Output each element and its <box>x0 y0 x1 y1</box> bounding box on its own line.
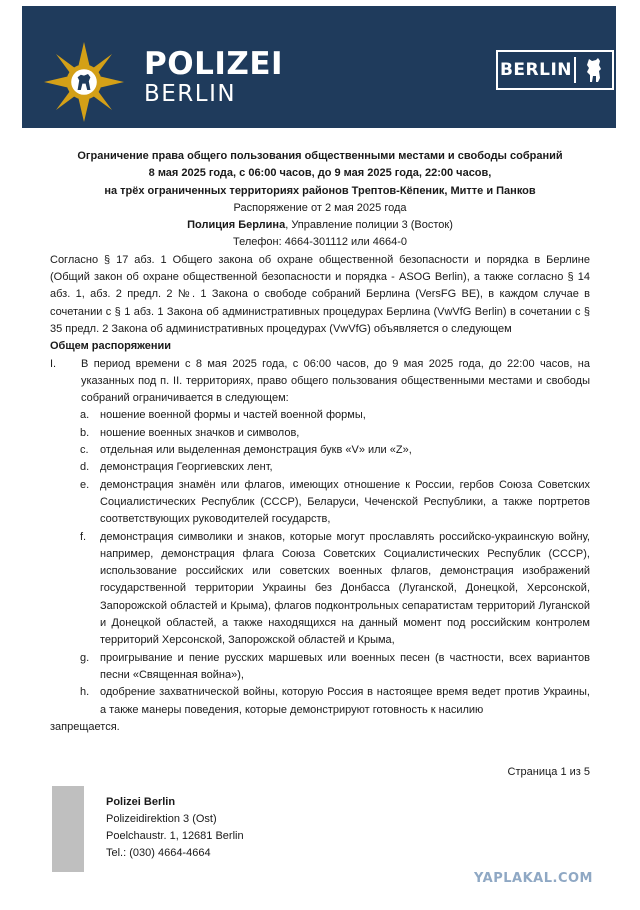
list-item <box>80 407 590 424</box>
decree-document <box>50 148 590 736</box>
item-text: демонстрация Георгиевских лент, <box>100 461 273 474</box>
brand-line-berlin: BERLIN <box>144 81 237 107</box>
item-letter: g. <box>80 651 90 664</box>
footer-name: Polizei Berlin <box>106 796 176 808</box>
footer-address: Poelchaustr. 1, 12681 Berlin <box>106 830 244 842</box>
brand-line-polizei: POLIZEI <box>144 46 284 82</box>
page-number: Страница 1 из 5 <box>507 766 590 778</box>
item-text: демонстрация знамён или флагов, имеющих отношение к России, гербов Союза Советских Социалистических Республик (СССР), Беларуси, Чеченской Республики, а также портретов соответствующих руководителей государств, <box>100 478 590 526</box>
berlin-city-badge <box>496 50 614 90</box>
title-line-2: 8 мая 2025 года, с 06:00 часов, до 9 мая 2025 года, 22:00 часов, <box>148 167 492 180</box>
footer-address-block <box>106 794 244 862</box>
restriction-list <box>50 407 590 718</box>
list-item <box>80 442 590 459</box>
item-letter: a. <box>80 409 90 422</box>
item-text: демонстрация символики и знаков, которые могут прославлять российско-украинскую войну, например, демонстрация флага Союза Советских Социалистических Республик (СССР), использование российских или советских военных флагов, демонстрация изображений государственной территории Украины без Донбасса (Луганской, Донецкой, Херсонской, Запорожской областей и Крыма), флагов подконтрольных сепаратистам территорий Луганской и Донецкой областей, а также находящихся на данный момент под российским контролем территорий Херсонской, Запорожской областей и Крыма, <box>100 530 590 647</box>
list-item <box>80 529 590 650</box>
police-star-logo-icon <box>44 42 124 122</box>
list-item <box>80 684 590 719</box>
footer-phone: Tel.: (030) 4664-4664 <box>106 847 211 859</box>
authority-name: Полиция Берлина <box>187 219 286 232</box>
item-letter: b. <box>80 426 90 439</box>
item-text: ношение военной формы и частей военной формы, <box>100 409 366 422</box>
section-i-number: I. <box>50 357 57 370</box>
legal-basis-paragraph: Согласно § 17 абз. 1 Общего закона об охране общественной безопасности и порядка в Берлине (Общий закон об охране общественной безопасности и порядка - ASOG Berlin), а также согласно § 14 абз. 1, абз. 2 предл. 2 №. 1 Закона о свободе собраний Берлина (VersFG BE), в каждом случае в сочетании с § 1 абз. 1 Закона об административных процедурах Берлина (VwVfG Berlin) в сочетании с § 35 предл. 2 Закона об административных процедурах (VwVfG) объявляется о следующем <box>50 253 590 335</box>
site-watermark: YAPLAKAL.COM <box>474 871 593 886</box>
order-date: Распоряжение от 2 мая 2025 года <box>233 201 407 214</box>
authority-department: , Управление полиции 3 (Восток) <box>285 219 453 232</box>
section-i-text: В период времени с 8 мая 2025 года, с 06:00 часов, до 9 мая 2025 года, до 22:00 часов, на указанных под п. II. территориях, право общего пользования общественными местами и свободы собраний ограничивается в следующем: <box>81 357 590 405</box>
closing-word: запрещается. <box>50 720 120 733</box>
list-item <box>80 425 590 442</box>
item-text: одобрение захватнической войны, которую Россия в настоящее время ведет против Украины, а также манеры поведения, которые демонстрируют готовность к насилию <box>100 686 590 716</box>
list-item <box>80 459 590 476</box>
list-item <box>80 477 590 529</box>
berlin-city-label: BERLIN <box>499 60 573 80</box>
berlin-bear-icon <box>576 52 612 88</box>
title-line-1: Ограничение права общего пользования общественными местами и свободы собраний <box>77 150 563 162</box>
footer-department: Polizeidirektion 3 (Ost) <box>106 813 217 825</box>
item-text: проигрывание и пение русских маршевых или военных песен (в частности, всех вариантов песни «Священная война»), <box>100 651 590 681</box>
phone-line: Телефон: 4664-301112 или 4664-0 <box>232 236 408 249</box>
section-title: Общем распоряжении <box>50 340 172 353</box>
item-text: ношение военных значков и символов, <box>100 426 300 439</box>
item-text: отдельная или выделенная демонстрация букв «V» или «Z», <box>100 444 412 457</box>
brand-wordmark <box>144 48 283 108</box>
item-letter: h. <box>80 686 90 699</box>
item-letter: d. <box>80 461 90 474</box>
title-line-3: на трёх ограниченных территориях районов Трептов-Кёпеник, Митте и Панков <box>104 184 536 197</box>
item-letter: e. <box>80 478 90 491</box>
item-letter: f. <box>80 530 87 543</box>
list-item <box>80 650 590 685</box>
footer-grey-bar <box>52 786 84 872</box>
police-header-banner <box>22 6 616 128</box>
section-i <box>50 356 590 408</box>
item-letter: c. <box>80 444 89 457</box>
issuing-authority <box>50 217 590 234</box>
